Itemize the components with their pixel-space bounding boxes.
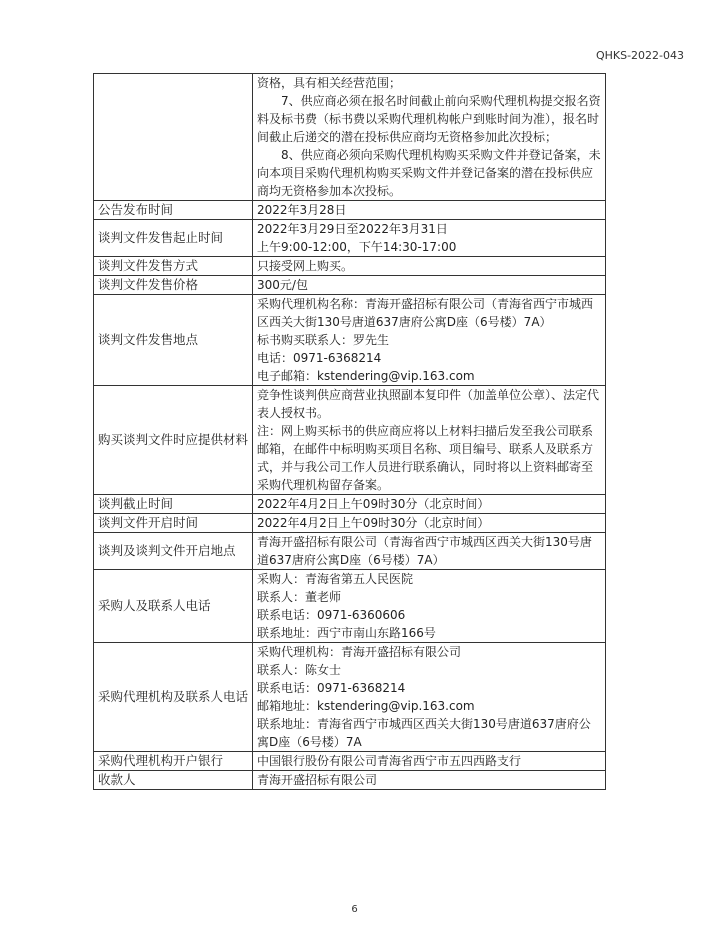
table-value-line: 竞争性谈判供应商营业执照副本复印件（加盖单位公章）、法定代表人授权书。 [257, 388, 600, 420]
table-value-line: 中国银行股份有限公司青海省西宁市五四西路支行 [257, 754, 522, 768]
table-value [253, 386, 606, 495]
table-label: 谈判及谈判文件开启地点 [94, 533, 253, 570]
table-value-line: 只接受网上购买。 [257, 259, 354, 273]
bid-info-table [93, 73, 606, 790]
table-row [94, 276, 606, 295]
table-value-line: 标书购买联系人：罗先生 [257, 333, 390, 347]
table-value [253, 643, 606, 752]
table-label: 公告发布时间 [94, 201, 253, 220]
table-row-continuation [94, 74, 606, 201]
table-value-line: 邮箱地址：kstendering@vip.163.com [257, 699, 475, 713]
table-label: 采购代理机构开户银行 [94, 752, 253, 771]
table-value [253, 220, 606, 257]
table-label: 谈判截止时间 [94, 495, 253, 514]
table-value [253, 570, 606, 643]
table-label: 谈判文件发售价格 [94, 276, 253, 295]
table-label: 采购人及联系人电话 [94, 570, 253, 643]
table-value [253, 276, 606, 295]
table-value [253, 514, 606, 533]
table-row [94, 386, 606, 495]
table-label-empty [94, 74, 253, 201]
table-row [94, 495, 606, 514]
table-row [94, 752, 606, 771]
table-label: 谈判文件发售方式 [94, 257, 253, 276]
table-value-line: 青海开盛招标有限公司 [257, 773, 378, 787]
table-value-line: 2022年4月2日上午09时30分（北京时间） [257, 497, 490, 511]
table-value-line: 采购代理机构：青海开盛招标有限公司 [257, 645, 462, 659]
continuation-line: 8、供应商必须向采购代理机构购买采购文件并登记备案，未向本项目采购代理机构购买采购文件并登记备案的潜在投标供应商均无资格参加本次投标。 [257, 148, 601, 198]
table-label: 采购代理机构及联系人电话 [94, 643, 253, 752]
table-value-line: 联系电话：0971-6360606 [257, 608, 406, 622]
table-label: 谈判文件发售起止时间 [94, 220, 253, 257]
table-value [253, 257, 606, 276]
table-value-line: 联系电话：0971-6368214 [257, 681, 406, 695]
table-row [94, 295, 606, 386]
table-value-line: 联系人：董老师 [257, 590, 342, 604]
table-value [253, 771, 606, 790]
table-row [94, 514, 606, 533]
table-value-line: 2022年3月29日至2022年3月31日 [257, 222, 448, 236]
table-value-line: 电话：0971-6368214 [257, 351, 382, 365]
table-value [253, 495, 606, 514]
table-row [94, 771, 606, 790]
table-label: 谈判文件发售地点 [94, 295, 253, 386]
continuation-line: 7、供应商必须在报名时间截止前向采购代理机构提交报名资料及标书费（标书费以采购代理机构帐户到账时间为准），报名时间截止后递交的潜在投标供应商均无资格参加此次投标； [257, 94, 601, 144]
page-number: 6 [351, 904, 358, 915]
table-value-line: 联系地址：青海省西宁市城西区西关大街130号唐道637唐府公寓D座（6号楼）7A [257, 717, 591, 749]
table-row [94, 201, 606, 220]
table-value [253, 533, 606, 570]
table-value [253, 201, 606, 220]
table-value-line: 2022年3月28日 [257, 203, 347, 217]
table-row [94, 570, 606, 643]
table-value-line: 青海开盛招标有限公司（青海省西宁市城西区西关大街130号唐道637唐府公寓D座（6号楼）7A） [257, 535, 592, 567]
table-value-line: 电子邮箱：kstendering@vip.163.com [257, 369, 475, 383]
table-value-line: 2022年4月2日上午09时30分（北京时间） [257, 516, 490, 530]
table-value [253, 295, 606, 386]
table-value-line: 联系人：陈女士 [257, 663, 342, 677]
table-value-line: 采购代理机构名称：青海开盛招标有限公司（青海省西宁市城西区西关大街130号唐道637唐府公寓D座（6号楼）7A） [257, 297, 594, 329]
table-label: 谈判文件开启时间 [94, 514, 253, 533]
table-row [94, 257, 606, 276]
table-value-line: 注：网上购买标书的供应商应将以上材料扫描后发至我公司联系邮箱，在邮件中标明购买项目名称、项目编号、联系人及联系方式，并与我公司工作人员进行联系确认，同时将以上资料邮寄至采购代理机构留存备案。 [257, 424, 594, 492]
table-row [94, 533, 606, 570]
table-row [94, 643, 606, 752]
table-label: 购买谈判文件时应提供材料 [94, 386, 253, 495]
table-value-line: 300元/包 [257, 278, 308, 292]
table-value [253, 752, 606, 771]
table-value-line: 联系地址：西宁市南山东路166号 [257, 626, 436, 640]
continuation-line: 资格，具有相关经营范围； [257, 76, 402, 90]
document-code: QHKS-2022-043 [595, 49, 684, 62]
table-row [94, 220, 606, 257]
table-value-line: 上午9:00-12:00，下午14:30-17:00 [257, 240, 457, 254]
table-value-line: 采购人：青海省第五人民医院 [257, 572, 414, 586]
table-label: 收款人 [94, 771, 253, 790]
table-value-continuation [253, 74, 606, 201]
